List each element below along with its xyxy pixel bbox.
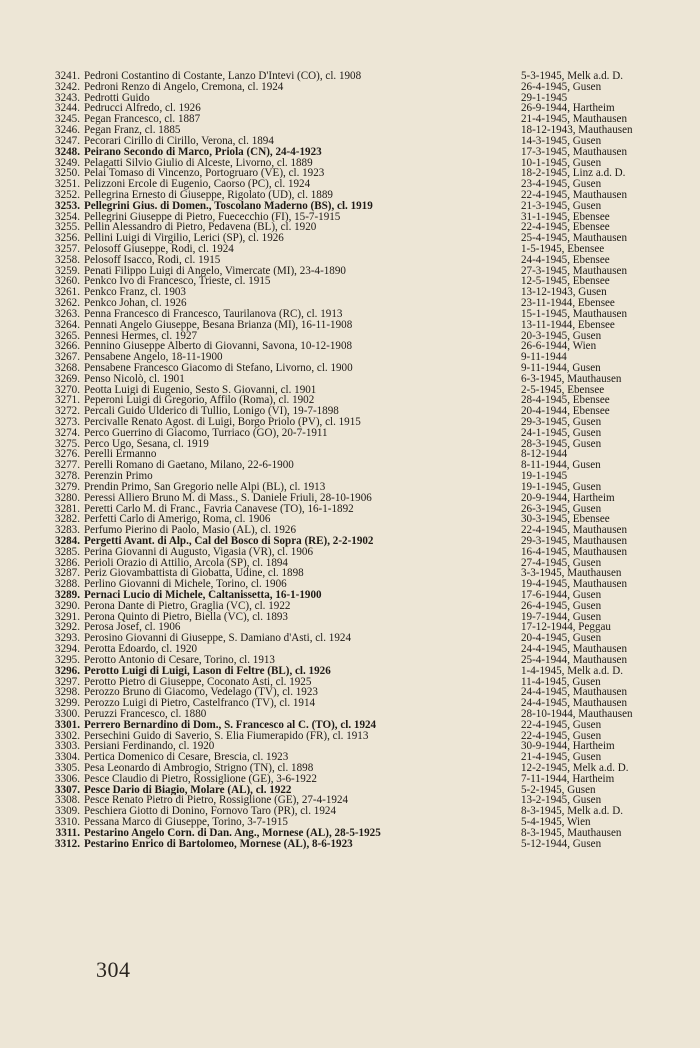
entry-name: Peschiera Giotto di Donino, Fornovo Taro (PR), cl. 1924	[84, 806, 336, 818]
entry-number: 3246.	[55, 124, 80, 137]
entry-name: Pellini Luigi di Virgilio, Lerici (SP), cl. 1926	[84, 233, 284, 244]
deportee-list	[44, 71, 684, 850]
list-item	[44, 720, 684, 731]
entry-name: Perfumo Pierino di Paolo, Masio (AL), cl. 1926	[84, 525, 296, 536]
entry-number: 3279.	[55, 480, 80, 493]
entry-name: Pennesi Hermes, cl. 1927	[84, 330, 198, 342]
entry-name: Perotto Luigi di Luigi, Lason di Feltre (BL), cl. 1926	[84, 665, 331, 677]
entry-number: 3297.	[55, 675, 80, 688]
entry-number: 3284.	[55, 534, 80, 547]
entry-number: 3288.	[55, 578, 80, 591]
list-item	[44, 320, 684, 331]
entry-name: Peretti Carlo M. di Franc., Favria Canavese (TO), 16-1-1892	[84, 503, 354, 515]
entry-name: Penna Francesco di Francesco, Taurilanova (RC), cl. 1913	[84, 308, 343, 320]
entry-death: 7-11-1944, Hartheim	[521, 773, 615, 785]
entry-number: 3268.	[55, 361, 80, 374]
entry-name: Pedroni Costantino di Costante, Lanzo D'Intevi (CO), cl. 1908	[84, 71, 362, 82]
entry-name: Perrero Bernardino di Dom., S. Francesco al C. (TO), cl. 1924	[84, 719, 377, 731]
entry-number: 3264.	[55, 318, 80, 331]
entry-name: Perotta Edoardo, cl. 1920	[84, 644, 198, 655]
list-item	[44, 785, 684, 796]
entry-death: 14-3-1945, Gusen	[521, 135, 602, 147]
entry-number: 3303.	[55, 740, 80, 753]
entry-name: Pestarino Enrico di Bartolomeo, Mornese (AL), 8-6-1923	[84, 838, 353, 850]
entry-name: Percivalle Renato Agost. di Luigi, Borgo Priolo (PV), cl. 1915	[84, 417, 361, 428]
entry-name: Periz Giovambattista di Giobatta, Udine, cl. 1898	[84, 568, 304, 580]
entry-number: 3302.	[55, 729, 80, 742]
entry-death: 30-9-1944, Hartheim	[521, 741, 615, 753]
list-item	[44, 622, 684, 633]
entry-name: Pergetti Avant. di Alp., Cal del Bosco di Sopra (RE), 2-2-1902	[84, 535, 374, 547]
entry-death: 26-6-1944, Wien	[521, 341, 597, 353]
entry-number: 3296.	[55, 664, 80, 677]
entry-name: Pegan Francesco, cl. 1887	[84, 114, 201, 126]
list-item	[44, 125, 684, 136]
entry-number: 3287.	[55, 567, 80, 580]
list-item	[44, 568, 684, 579]
entry-number: 3260.	[55, 275, 80, 288]
entry-name: Perosino Giovanni di Giuseppe, S. Damiano d'Asti, cl. 1924	[84, 633, 351, 645]
entry-number: 3294.	[55, 643, 80, 656]
list-item	[44, 536, 684, 547]
list-item	[44, 352, 684, 363]
entry-name: Pensabene Francesco Giacomo di Stefano, Livorno, cl. 1900	[84, 362, 353, 374]
entry-death: 3-3-1945, Mauthausen	[521, 568, 622, 580]
entry-number: 3245.	[55, 113, 80, 126]
entry-death: 26-4-1945, Gusen	[521, 81, 602, 93]
entry-death: 8-11-1944, Gusen	[521, 460, 601, 472]
entry-death: 21-3-1945, Gusen	[521, 200, 602, 212]
list-item	[44, 147, 684, 158]
entry-name: Pennino Giuseppe Alberto di Giovanni, Savona, 10-12-1908	[84, 341, 353, 353]
entry-number: 3293.	[55, 632, 80, 645]
entry-death: 29-3-1945, Mauthausen	[521, 535, 627, 547]
list-item	[44, 449, 684, 460]
entry-death: 8-12-1944	[521, 449, 568, 461]
list-item	[44, 93, 684, 104]
entry-name: Perozzo Bruno di Giacomo, Vedelago (TV), cl. 1923	[84, 687, 318, 699]
list-item	[44, 287, 684, 298]
entry-number: 3263.	[55, 307, 80, 320]
entry-number: 3247.	[55, 134, 80, 147]
list-item	[44, 687, 684, 698]
entry-number: 3255.	[55, 221, 80, 234]
entry-number: 3273.	[55, 416, 80, 428]
entry-death: 28-3-1945, Gusen	[521, 438, 602, 450]
list-item	[44, 601, 684, 612]
list-item	[44, 222, 684, 233]
entry-number: 3283.	[55, 524, 80, 537]
entry-number: 3306.	[55, 772, 80, 785]
entry-name: Perco Ugo, Sesana, cl. 1919	[84, 438, 209, 450]
entry-number: 3248.	[55, 145, 80, 158]
entry-name: Perotto Pietro di Giuseppe, Coconato Asti, cl. 1925	[84, 676, 312, 688]
entry-name: Pedrotti Guido	[84, 92, 150, 104]
entry-number: 3258.	[55, 253, 80, 266]
entry-death: 18-2-1945, Linz a.d. D.	[521, 168, 626, 180]
entry-number: 3272.	[55, 405, 80, 418]
entry-death: 26-3-1945, Gusen	[521, 503, 602, 515]
entry-death: 30-3-1945, Ebensee	[521, 514, 610, 526]
list-item	[44, 439, 684, 450]
entry-death: 12-2-1945, Melk a.d. D.	[521, 763, 629, 774]
entry-name: Perozzo Luigi di Pietro, Castelfranco (TV), cl. 1914	[84, 698, 316, 709]
entry-number: 3261.	[55, 286, 80, 299]
entry-name: Percali Guido Ulderico di Tullio, Lonigo (VI), 19-7-1898	[84, 406, 339, 417]
list-item	[44, 493, 684, 504]
entry-death: 10-1-1945, Gusen	[521, 157, 602, 169]
entry-name: Pedrucci Alfredo, cl. 1926	[84, 103, 201, 115]
entry-name: Pessana Marco di Giuseppe, Torino, 3-7-1915	[84, 817, 288, 828]
list-item	[44, 201, 684, 212]
entry-name: Perlino Giovanni di Michele, Torino, cl. 1906	[84, 579, 287, 590]
list-item	[44, 158, 684, 169]
entry-number: 3266.	[55, 340, 80, 353]
entry-number: 3295.	[55, 653, 80, 666]
entry-number: 3254.	[55, 210, 80, 223]
list-item	[44, 612, 684, 623]
entry-death: 23-4-1945, Gusen	[521, 179, 602, 190]
entry-death: 24-4-1945, Mauthausen	[521, 698, 627, 709]
entry-death: 21-4-1945, Mauthausen	[521, 114, 627, 126]
entry-death: 24-4-1945, Ebensee	[521, 254, 610, 266]
entry-death: 20-3-1945, Gusen	[521, 330, 602, 342]
list-item	[44, 341, 684, 352]
entry-number: 3301.	[55, 718, 80, 731]
entry-death: 13-12-1943, Gusen	[521, 287, 607, 299]
entry-death: 16-4-1945, Mauthausen	[521, 546, 627, 558]
entry-death: 13-11-1944, Ebensee	[521, 319, 615, 331]
list-item	[44, 179, 684, 190]
list-item	[44, 795, 684, 806]
list-item	[44, 71, 684, 82]
entry-number: 3281.	[55, 502, 80, 515]
entry-death: 19-1-1945, Gusen	[521, 481, 602, 493]
entry-death: 25-4-1945, Mauthausen	[521, 233, 627, 244]
list-item	[44, 504, 684, 515]
list-item	[44, 547, 684, 558]
entry-number: 3285.	[55, 545, 80, 558]
entry-name: Pellegrina Ernesto di Giuseppe, Rigolato (UD), cl. 1889	[84, 189, 333, 201]
entry-name: Pelai Tomaso di Vincenzo, Portogruaro (VE), cl. 1923	[84, 168, 325, 180]
entry-number: 3259.	[55, 264, 80, 277]
entry-number: 3271.	[55, 394, 80, 407]
list-item	[44, 525, 684, 536]
entry-name: Perelli Romano di Gaetano, Milano, 22-6-1900	[84, 460, 294, 472]
entry-death: 13-2-1945, Gusen	[521, 795, 602, 807]
entry-death: 26-4-1945, Gusen	[521, 600, 602, 612]
entry-death: 20-4-1944, Ebensee	[521, 406, 610, 417]
list-item	[44, 828, 684, 839]
entry-number: 3299.	[55, 697, 80, 710]
list-item	[44, 428, 684, 439]
entry-death: 5-12-1944, Gusen	[521, 838, 602, 850]
entry-number: 3242.	[55, 80, 80, 93]
entry-death: 17-3-1945, Mauthausen	[521, 146, 627, 158]
list-item	[44, 244, 684, 255]
page-number: 304	[96, 957, 131, 982]
list-item	[44, 839, 684, 850]
entry-name: Pesce Dario di Biagio, Molare (AL), cl. 1922	[84, 784, 292, 796]
list-item	[44, 644, 684, 655]
entry-death: 1-4-1945, Melk a.d. D.	[521, 665, 623, 677]
entry-name: Perona Quinto di Pietro, Biella (VC), cl. 1893	[84, 611, 288, 623]
entry-name: Pertica Domenico di Cesare, Brescia, cl. 1923	[84, 752, 289, 763]
entry-death: 26-9-1944, Hartheim	[521, 103, 615, 115]
entry-number: 3275.	[55, 437, 80, 450]
entry-death: 17-6-1944, Gusen	[521, 590, 602, 601]
entry-number: 3286.	[55, 556, 80, 569]
entry-number: 3280.	[55, 491, 80, 504]
entry-death: 24-4-1945, Mauthausen	[521, 687, 627, 699]
entry-name: Penso Nicolò, cl. 1901	[84, 373, 185, 385]
entry-name: Pecorari Cirillo di Cirillo, Verona, cl. 1894	[84, 135, 274, 147]
entry-name: Penkco Franz, cl. 1903	[84, 287, 186, 299]
entry-death: 19-7-1944, Gusen	[521, 611, 602, 623]
entry-number: 3256.	[55, 232, 80, 245]
entry-number: 3269.	[55, 372, 80, 385]
entry-name: Peruzzi Francesco, cl. 1880	[84, 708, 207, 720]
entry-death: 5-2-1945, Gusen	[521, 784, 596, 796]
entry-number: 3290.	[55, 599, 80, 612]
entry-death: 8-3-1945, Melk a.d. D.	[521, 806, 623, 818]
entry-death: 22-4-1945, Ebensee	[521, 222, 610, 234]
list-item	[44, 731, 684, 742]
list-item	[44, 763, 684, 774]
entry-name: Penkco Ivo di Francesco, Trieste, cl. 1915	[84, 276, 271, 288]
list-item	[44, 331, 684, 342]
entry-name: Penati Filippo Luigi di Angelo, Vimercate (MI), 23-4-1890	[84, 265, 346, 277]
entry-death: 9-11-1944, Gusen	[521, 362, 601, 374]
entry-death: 12-5-1945, Ebensee	[521, 276, 610, 288]
entry-death: 25-4-1944, Mauthausen	[521, 654, 627, 666]
list-item	[44, 633, 684, 644]
list-item	[44, 136, 684, 147]
list-item	[44, 103, 684, 114]
entry-name: Pesa Leonardo di Ambrogio, Strigno (TN), cl. 1898	[84, 763, 314, 774]
entry-number: 3292.	[55, 621, 80, 634]
list-item	[44, 417, 684, 428]
entry-death: 2-5-1945, Ebensee	[521, 384, 605, 396]
entry-name: Peressi Alliero Bruno M. di Mass., S. Daniele Friuli, 28-10-1906	[84, 492, 372, 504]
entry-name: Perfetti Carlo di Amerigo, Roma, cl. 1906	[84, 514, 271, 526]
entry-name: Peotta Luigi di Eugenio, Sesto S. Giovanni, cl. 1901	[84, 384, 317, 396]
entry-name: Perona Dante di Pietro, Graglia (VC), cl. 1922	[84, 600, 291, 612]
entry-death: 6-3-1945, Mauthausen	[521, 373, 622, 385]
entry-death: 28-10-1944, Mauthausen	[521, 708, 633, 720]
list-item	[44, 514, 684, 525]
list-item	[44, 114, 684, 125]
list-item	[44, 774, 684, 785]
entry-name: Pellegrini Gius. di Domen., Toscolano Maderno (BS), cl. 1919	[84, 200, 373, 212]
entry-death: 21-4-1945, Gusen	[521, 752, 602, 763]
list-item	[44, 471, 684, 482]
entry-number: 3250.	[55, 167, 80, 180]
entry-name: Peperoni Luigi di Gregorio, Affilo (Roma), cl. 1902	[84, 395, 315, 407]
entry-death: 15-1-1945, Mauthausen	[521, 308, 627, 320]
entry-death: 31-1-1945, Ebensee	[521, 211, 610, 223]
list-item	[44, 482, 684, 493]
entry-number: 3249.	[55, 156, 80, 169]
entry-death: 20-9-1944, Hartheim	[521, 492, 615, 504]
entry-number: 3262.	[55, 297, 80, 310]
entry-number: 3310.	[55, 816, 80, 829]
entry-name: Prendin Primo, San Gregorio nelle Alpi (BL), cl. 1913	[84, 481, 326, 493]
entry-number: 3291.	[55, 610, 80, 623]
entry-name: Pelosoff Giuseppe, Rodi, cl. 1924	[84, 244, 234, 255]
list-item	[44, 666, 684, 677]
entry-number: 3267.	[55, 351, 80, 364]
list-item	[44, 677, 684, 688]
entry-name: Pestarino Angelo Corn. di Dan. Ang., Mornese (AL), 28-5-1925	[84, 827, 381, 839]
entry-name: Perenzin Primo	[84, 471, 153, 482]
entry-death: 19-4-1945, Mauthausen	[521, 579, 627, 590]
entry-death: 1-5-1945, Ebensee	[521, 244, 605, 255]
list-item	[44, 817, 684, 828]
entry-name: Pesce Renato Pietro di Pietro, Rossiglione (GE), 27-4-1924	[84, 795, 349, 807]
entry-number: 3276.	[55, 448, 80, 461]
entry-death: 28-4-1945, Ebensee	[521, 395, 610, 407]
list-item	[44, 255, 684, 266]
entry-number: 3251.	[55, 178, 80, 191]
list-item	[44, 212, 684, 223]
entry-death: 20-4-1945, Gusen	[521, 633, 602, 645]
entry-name: Perotto Antonio di Cesare, Torino, cl. 1913	[84, 654, 275, 666]
list-item	[44, 298, 684, 309]
entry-death: 22-4-1945, Gusen	[521, 719, 602, 731]
entry-name: Pelizzoni Ercole di Eugenio, Caorso (PC), cl. 1924	[84, 179, 311, 190]
entry-death: 23-11-1944, Ebensee	[521, 298, 615, 309]
entry-name: Pensabene Angelo, 18-11-1900	[84, 352, 223, 363]
entry-name: Pegan Franz, cl. 1885	[84, 125, 181, 136]
entry-number: 3312.	[55, 837, 80, 850]
entry-name: Pesce Claudio di Pietro, Rossiglione (GE), 3-6-1922	[84, 773, 317, 785]
entry-death: 8-3-1945, Mauthausen	[521, 827, 622, 839]
list-item	[44, 82, 684, 93]
entry-death: 22-4-1945, Gusen	[521, 730, 602, 742]
entry-number: 3311.	[55, 826, 80, 839]
entry-number: 3253.	[55, 199, 80, 212]
entry-number: 3252.	[55, 188, 80, 201]
list-item	[44, 460, 684, 471]
entry-death: 24-1-1945, Gusen	[521, 427, 602, 439]
list-item	[44, 741, 684, 752]
list-item	[44, 395, 684, 406]
entry-number: 3278.	[55, 470, 80, 483]
list-item	[44, 752, 684, 763]
entry-number: 3304.	[55, 751, 80, 764]
entry-name: Perco Guerrino di Giacomo, Turriaco (GO), 20-7-1911	[84, 427, 328, 439]
entry-name: Pedroni Renzo di Angelo, Cremona, cl. 1924	[84, 81, 284, 93]
entry-name: Pelagatti Silvio Giulio di Alceste, Livorno, cl. 1889	[84, 157, 313, 169]
entry-name: Peirano Secondo di Marco, Priola (CN), 24-4-1923	[84, 146, 322, 158]
entry-name: Perioli Orazio di Attilio, Arcola (SP), cl. 1894	[84, 557, 288, 569]
entry-number: 3244.	[55, 102, 80, 115]
entry-number: 3243.	[55, 91, 80, 104]
entry-death: 5-3-1945, Melk a.d. D.	[521, 71, 623, 82]
list-item	[44, 806, 684, 817]
entry-number: 3289.	[55, 589, 80, 601]
entry-death: 17-12-1944, Peggau	[521, 622, 611, 634]
list-item	[44, 709, 684, 720]
entry-death: 27-4-1945, Gusen	[521, 557, 602, 569]
entry-death: 29-3-1945, Gusen	[521, 417, 602, 428]
list-item	[44, 655, 684, 666]
entry-name: Persechini Guido di Saverio, S. Elia Fiumerapido (FR), cl. 1913	[84, 730, 369, 742]
entry-number: 3277.	[55, 459, 80, 472]
entry-name: Pelosoff Isacco, Rodi, cl. 1915	[84, 254, 221, 266]
entry-number: 3308.	[55, 794, 80, 807]
entry-name: Pennati Angelo Giuseppe, Besana Brianza (MI), 16-11-1908	[84, 319, 353, 331]
entry-name: Pernaci Lucio di Michele, Caltanissetta, 16-1-1900	[84, 590, 322, 601]
entry-number: 3298.	[55, 686, 80, 699]
entry-number: 3307.	[55, 783, 80, 796]
entry-number: 3241.	[55, 70, 80, 82]
entry-death: 9-11-1944	[521, 352, 567, 363]
list-item	[44, 276, 684, 287]
entry-number: 3270.	[55, 383, 80, 396]
list-item	[44, 190, 684, 201]
list-item	[44, 363, 684, 374]
list-item	[44, 698, 684, 709]
list-item	[44, 266, 684, 277]
entry-name: Perosa Josef, cl. 1906	[84, 622, 181, 634]
entry-number: 3265.	[55, 329, 80, 342]
entry-number: 3300.	[55, 707, 80, 720]
entry-name: Penkco Johan, cl. 1926	[84, 298, 187, 309]
entry-death: 5-4-1945, Wien	[521, 817, 591, 828]
entry-number: 3282.	[55, 513, 80, 526]
entry-death: 22-4-1945, Mauthausen	[521, 189, 627, 201]
list-item	[44, 558, 684, 569]
entry-number: 3274.	[55, 426, 80, 439]
list-item	[44, 233, 684, 244]
list-item	[44, 590, 684, 601]
entry-death: 19-1-1945	[521, 471, 568, 482]
entry-name: Perina Giovanni di Augusto, Vigasia (VR), cl. 1906	[84, 546, 313, 558]
entry-death: 27-3-1945, Mauthausen	[521, 265, 627, 277]
list-item	[44, 309, 684, 320]
list-item	[44, 385, 684, 396]
list-item	[44, 406, 684, 417]
entry-death: 29-1-1945	[521, 92, 568, 104]
entry-name: Pellegrini Giuseppe di Pietro, Fuececchio (FI), 15-7-1915	[84, 211, 341, 223]
list-item	[44, 168, 684, 179]
entry-number: 3257.	[55, 243, 80, 255]
entry-number: 3305.	[55, 762, 80, 774]
entry-number: 3309.	[55, 805, 80, 818]
entry-death: 11-4-1945, Gusen	[521, 676, 601, 688]
entry-name: Persiani Ferdinando, cl. 1920	[84, 741, 215, 753]
entry-death: 22-4-1945, Mauthausen	[521, 525, 627, 536]
list-item	[44, 579, 684, 590]
list-item	[44, 374, 684, 385]
entry-name: Pellin Alessandro di Pietro, Pedavena (BL), cl. 1920	[84, 222, 317, 234]
entry-death: 18-12-1943, Mauthausen	[521, 125, 633, 136]
entry-death: 24-4-1945, Mauthausen	[521, 644, 627, 655]
entry-name: Perelli Ermanno	[84, 449, 157, 461]
